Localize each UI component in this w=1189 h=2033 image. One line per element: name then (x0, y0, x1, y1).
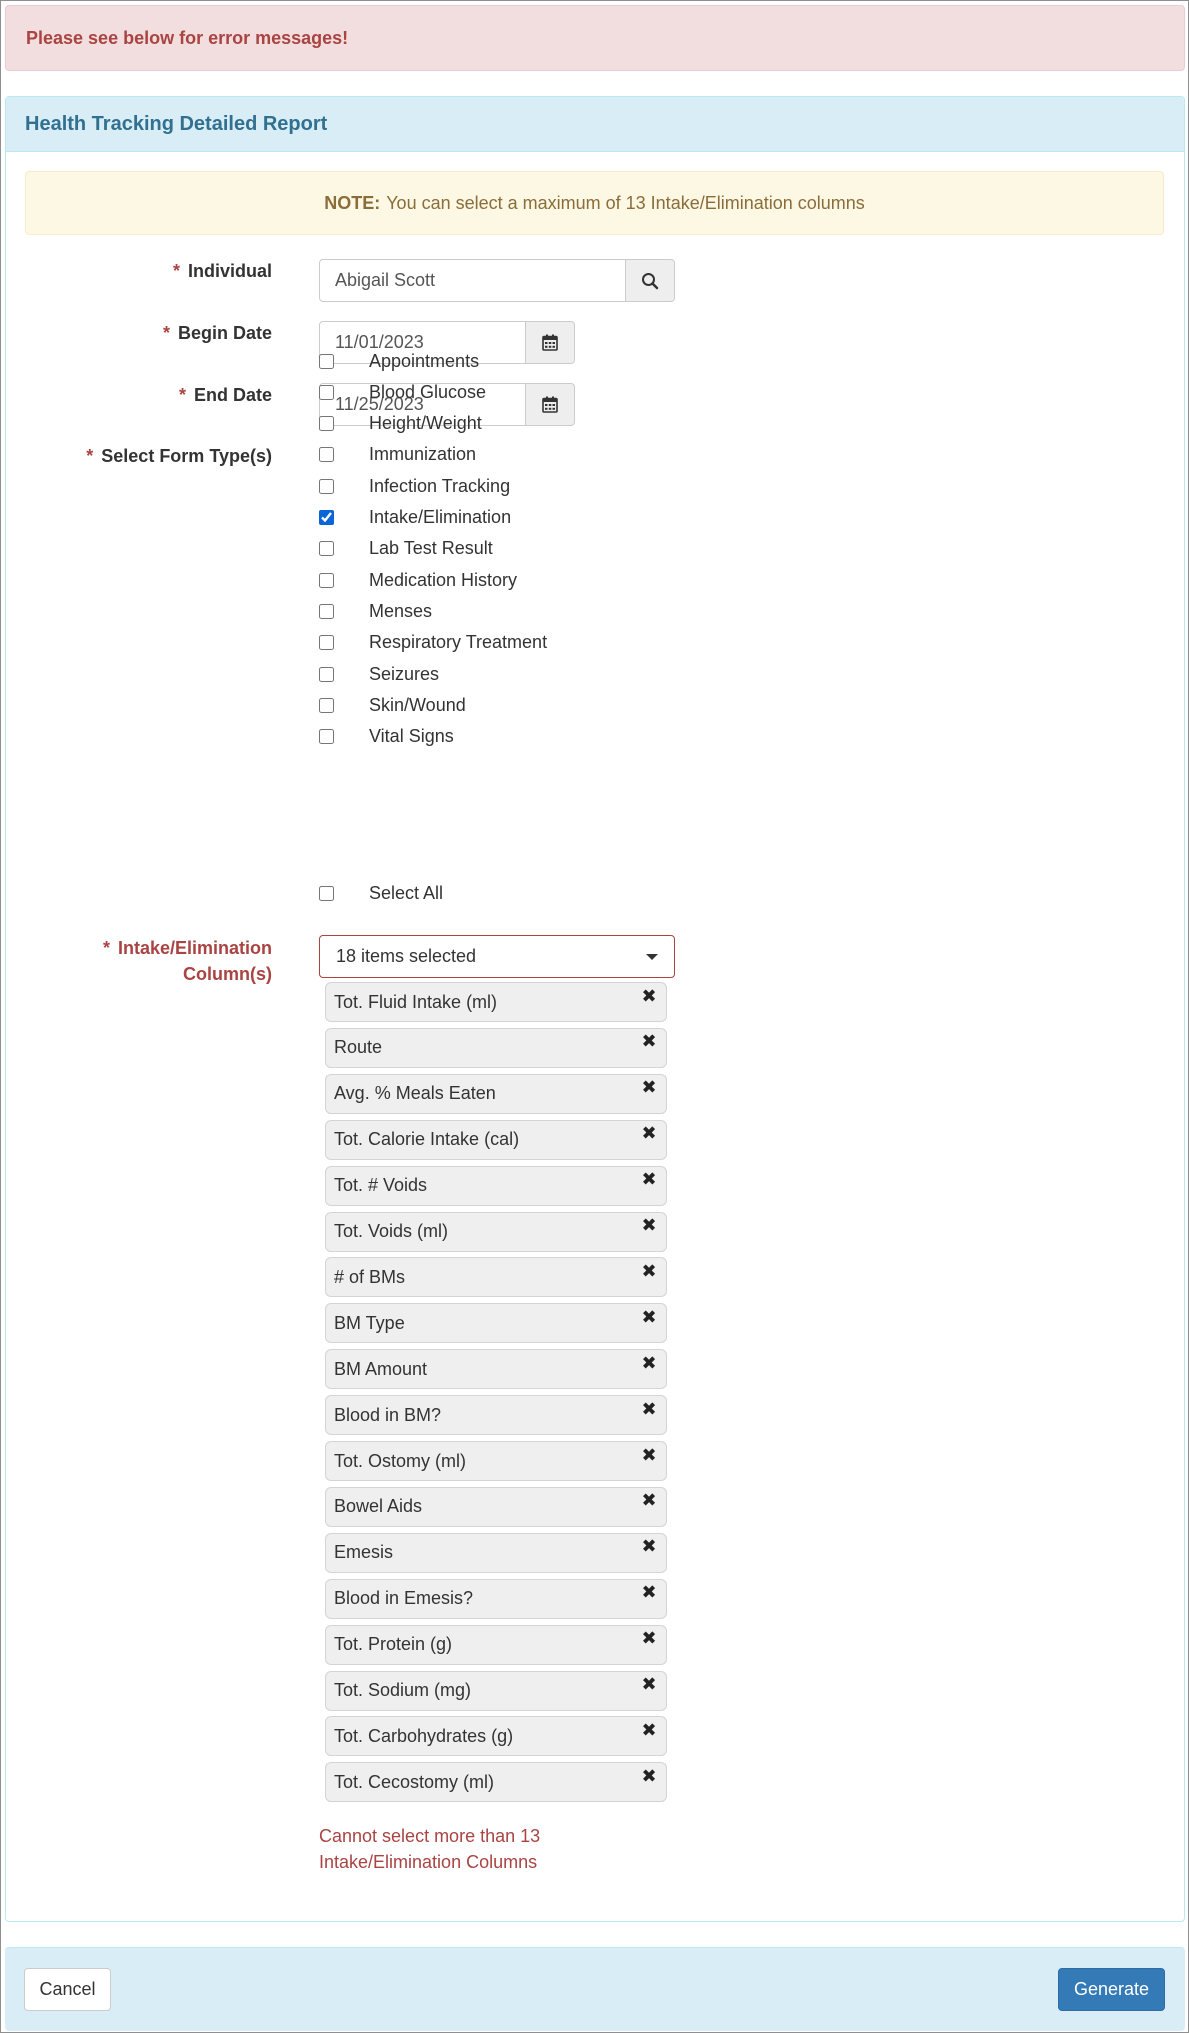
remove-icon[interactable]: ✖ (641, 1536, 657, 1557)
selected-column-chip (325, 1395, 667, 1435)
form-type-checkbox[interactable] (319, 698, 334, 713)
remove-icon[interactable]: ✖ (641, 1031, 657, 1052)
chip-label: BM Type (334, 1312, 405, 1333)
remove-icon[interactable]: ✖ (641, 1628, 657, 1649)
remove-icon[interactable]: ✖ (641, 1260, 657, 1281)
note-prefix: NOTE: (324, 192, 381, 213)
chip-label: Emesis (334, 1542, 394, 1563)
remove-icon[interactable]: ✖ (641, 1306, 657, 1327)
select-all-option[interactable] (313, 880, 713, 906)
chip-label: Avg. % Meals Eaten (334, 1083, 496, 1104)
chip-label: Route (334, 1037, 383, 1058)
remove-icon[interactable]: ✖ (641, 1490, 657, 1511)
form-type-label: Height/Weight (369, 413, 482, 434)
form-type-option[interactable] (313, 567, 713, 593)
selected-column-chip (325, 1533, 667, 1573)
search-icon (641, 272, 659, 290)
form-type-checkbox[interactable] (319, 416, 334, 431)
selected-column-chip (325, 1166, 667, 1206)
remove-icon[interactable]: ✖ (641, 1674, 657, 1694)
selected-column-chip (325, 1303, 667, 1343)
remove-icon[interactable]: ✖ (641, 1765, 657, 1786)
form-type-label: Immunization (369, 444, 477, 465)
chip-label: Bowel Aids (334, 1496, 423, 1517)
remove-icon[interactable]: ✖ (641, 1582, 657, 1603)
form-type-checkbox[interactable] (319, 573, 334, 588)
form-type-label: Intake/Elimination (369, 507, 512, 527)
form-type-checkbox[interactable] (319, 510, 334, 525)
selected-column-chip (325, 982, 667, 1022)
required-marker: * (172, 261, 180, 281)
form-type-label: Infection Tracking (369, 475, 511, 496)
form-type-option[interactable] (313, 598, 713, 624)
selected-column-chip (325, 1762, 667, 1802)
chip-label: Blood in BM? (334, 1404, 442, 1425)
form-type-checkbox[interactable] (319, 635, 334, 650)
form-type-option[interactable] (313, 379, 713, 405)
form-type-label: Lab Test Result (369, 538, 493, 559)
chip-label: Tot. Carbohydrates (g) (334, 1725, 514, 1746)
chip-label: Tot. # Voids (334, 1175, 428, 1196)
selected-column-chip (325, 1257, 667, 1297)
form-type-label: Skin/Wound (369, 694, 466, 715)
form-type-checkbox[interactable] (319, 541, 334, 556)
remove-icon[interactable]: ✖ (641, 1719, 657, 1740)
panel-footer (5, 1947, 1185, 2031)
generate-button[interactable]: Generate (1058, 1968, 1165, 2011)
remove-icon[interactable]: ✖ (641, 1398, 657, 1419)
selected-column-chip (325, 1074, 667, 1114)
form-type-label: Seizures (369, 663, 440, 684)
select-all-checkbox[interactable] (319, 886, 334, 901)
end-date-label: * End Date (178, 385, 272, 405)
cancel-button[interactable]: Cancel (24, 1968, 111, 2011)
error-alert-text: Please see below for error messages! (26, 27, 349, 48)
selected-column-chip (325, 1120, 667, 1160)
form-type-checkbox[interactable] (319, 729, 334, 744)
form-type-option[interactable] (313, 692, 713, 718)
chip-label: BM Amount (334, 1358, 428, 1379)
selected-column-chip (325, 1579, 667, 1619)
panel-title: Health Tracking Detailed Report (6, 97, 1184, 152)
chip-label: Tot. Ostomy (ml) (334, 1450, 467, 1471)
form-type-option[interactable] (313, 348, 713, 374)
form-type-checkbox[interactable] (319, 354, 334, 369)
form-type-option[interactable] (313, 411, 713, 437)
individual-input-group (319, 259, 675, 302)
chip-label: Tot. Sodium (mg) (334, 1680, 472, 1700)
form-type-checkbox[interactable] (319, 447, 334, 462)
individual-label: * Individual (172, 261, 272, 281)
remove-icon[interactable]: ✖ (641, 1352, 657, 1373)
chip-label: Blood in Emesis? (334, 1588, 474, 1609)
form-type-option[interactable] (313, 630, 713, 656)
selected-column-chip (325, 1028, 667, 1068)
chip-label: Tot. Calorie Intake (cal) (334, 1129, 520, 1150)
remove-icon[interactable]: ✖ (641, 1444, 657, 1465)
form-type-checkbox[interactable] (319, 604, 334, 619)
form-type-option[interactable] (313, 724, 713, 750)
form-type-option[interactable] (313, 661, 713, 687)
form-type-option[interactable] (313, 473, 713, 499)
remove-icon[interactable]: ✖ (641, 1077, 657, 1098)
chip-label: # of BMs (334, 1266, 406, 1287)
form-type-option[interactable] (313, 505, 713, 531)
search-button[interactable] (626, 259, 675, 302)
remove-icon[interactable]: ✖ (641, 1169, 657, 1190)
form-type-label: Appointments (369, 350, 480, 371)
caret-down-icon (646, 954, 658, 960)
error-alert (5, 5, 1185, 71)
form-type-checkbox[interactable] (319, 667, 334, 682)
form-type-label: Blood Glucose (369, 381, 487, 402)
chip-label: Tot. Fluid Intake (ml) (334, 991, 498, 1012)
chip-label: Tot. Protein (g) (334, 1634, 453, 1655)
form-type-label: Medication History (369, 569, 518, 590)
remove-icon[interactable]: ✖ (641, 1215, 657, 1235)
selected-column-chip (325, 1349, 667, 1389)
selected-column-chip (325, 1487, 667, 1527)
selected-column-chip (325, 1671, 667, 1711)
columns-multiselect[interactable] (319, 935, 675, 978)
note-alert (25, 171, 1164, 235)
selected-column-chip (325, 1716, 667, 1756)
selected-column-chip (325, 1212, 667, 1252)
form-type-label: Vital Signs (369, 726, 454, 747)
chip-label: Tot. Voids (ml) (334, 1221, 449, 1241)
form-types-label: * Select Form Type(s) (86, 446, 272, 466)
form-type-option[interactable] (313, 442, 713, 468)
remove-icon[interactable]: ✖ (641, 985, 657, 1006)
selected-column-chip (325, 1441, 667, 1481)
note-text: You can select a maximum of 13 Intake/Elimination columns (386, 192, 865, 213)
individual-input[interactable] (319, 259, 626, 302)
form-type-option[interactable] (313, 536, 713, 562)
form-type-checkbox[interactable] (319, 385, 334, 400)
columns-error-message: Cannot select more than 13 Intake/Elimination Columns (319, 1826, 541, 1872)
remove-icon[interactable]: ✖ (641, 1123, 657, 1144)
begin-date-label: * Begin Date (162, 323, 272, 343)
selected-column-chip (325, 1625, 667, 1665)
form-type-checkbox[interactable] (319, 479, 334, 494)
columns-label: * Intake/Elimination Column(s) (102, 938, 272, 984)
columns-summary: 18 items selected (336, 946, 477, 966)
chip-label: Tot. Cecostomy (ml) (334, 1771, 495, 1792)
form-type-label: Menses (369, 600, 433, 621)
form-type-label: Respiratory Treatment (369, 632, 548, 653)
select-all-label: Select All (369, 882, 444, 903)
